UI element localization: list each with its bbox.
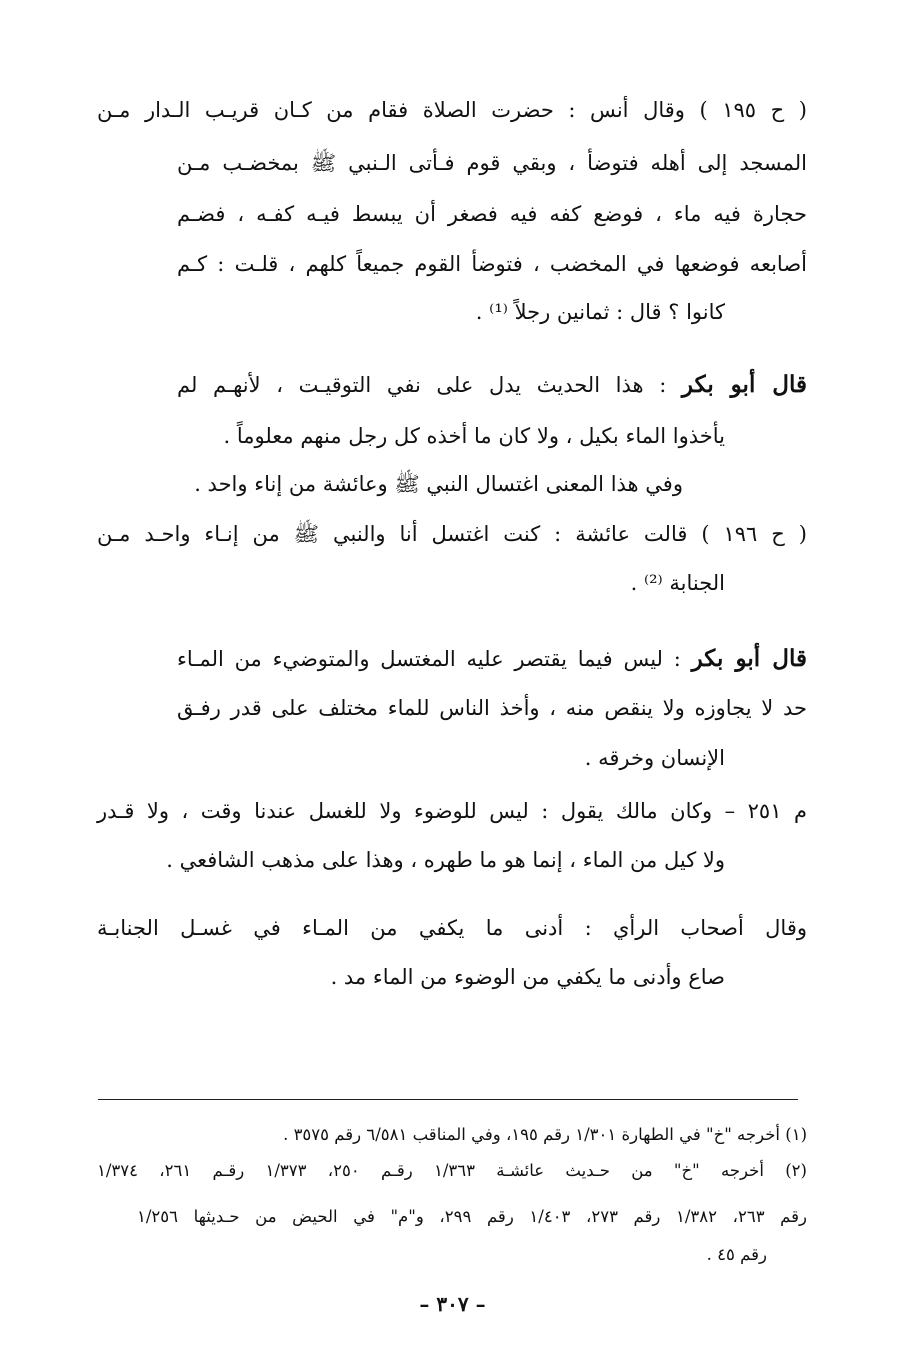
abubakr-2-line-3: الإنسان وخرقه .	[584, 746, 725, 770]
footnote-separator	[98, 1099, 798, 1100]
abubakr-1-line-2: يأخذوا الماء بكيل ، ولا كان ما أخذه كل رجل منهم معلوماً .	[223, 424, 725, 448]
footnote-1: (١) أخرجه "خ" في الطهارة ١/٣٠١ رقم ١٩٥، وفي المناقب ٦/٥٨١ رقم ٣٥٧٥ .	[283, 1125, 807, 1144]
hadith-196-line-2: الجنابة ⁽²⁾ .	[630, 571, 725, 595]
hadith-195-line-3: حجارة فيه ماء ، فوضع كفه فيه فصغر أن يبسط فيـه كفـه ، فضـم	[177, 202, 807, 226]
m251-line-2: ولا كيل من الماء ، إنما هو ما طهره ، وهذا على مذهب الشافعي .	[166, 848, 725, 872]
abubakr-1-line-1-text: : هذا الحديث يدل على نفي التوقيـت ، لأنهـم لم	[177, 373, 682, 397]
footnote-2-line-3: رقم ٤٥ .	[706, 1245, 767, 1264]
ashab-line-1: وقال أصحاب الرأي : أدنى ما يكفي من المـاء في غسـل الجنابـة	[97, 916, 807, 940]
hadith-195-line-2: المسجد إلى أهله فتوضأ ، وبقي قوم فـأتى الـنبي ﷺ بمخضـب مـن	[177, 151, 807, 175]
abubakr-2-lead: قال أبو بكر	[691, 645, 807, 672]
m251-line-1: م ٢٥١ – وكان مالك يقول : ليس للوضوء ولا للغسل عندنا وقت ، ولا قـدر	[97, 799, 807, 823]
footnote-2-line-2: رقم ٢٦٣، ١/٣٨٢ رقم ٢٧٣، ١/٤٠٣ رقم ٢٩٩، و"م" في الحيض من حـديثها ١/٢٥٦	[137, 1207, 808, 1226]
abubakr-1-line-1	[177, 369, 807, 401]
hadith-195-line-4: أصابعه فوضعها في المخضب ، فتوضأ القوم جميعاً كلهم ، قلـت : كـم	[177, 252, 807, 276]
footnote-2-line-1: (٢) أخرجه "خ" من حـديث عائشـة ١/٣٦٣ رقـم ٢٥٠، ١/٣٧٣ رقـم ٢٦١، ١/٣٧٤	[97, 1161, 807, 1180]
page-number: – ٣٠٧ –	[419, 1292, 486, 1316]
abubakr-1-lead: قال أبو بكر	[681, 371, 808, 398]
abubakr-2-line-2: حد لا يجاوزه ولا ينقص منه ، وأخذ الناس للماء مختلف على قدر رفـق	[177, 696, 807, 720]
hadith-196-line-1: ( ح ١٩٦ ) قالت عائشة : كنت اغتسل أنا والنبي ﷺ من إنـاء واحـد مـن	[97, 522, 807, 546]
abubakr-2-line-1-text: : ليس فيما يقتصر عليه المغتسل والمتوضيء من المـاء	[177, 647, 692, 671]
hadith-195-line-1: ( ح ١٩٥ ) وقال أنس : حضرت الصلاة فقام من كـان قريـب الـدار مـن	[97, 98, 807, 122]
abubakr-2-line-1	[177, 643, 807, 675]
ashab-line-2: صاع وأدنى ما يكفي من الوضوء من الماء مد .	[330, 965, 725, 989]
hadith-195-line-5: كانوا ؟ قال : ثمانين رجلاً ⁽¹⁾ .	[475, 300, 725, 324]
abubakr-1-line-3: وفي هذا المعنى اغتسال النبي ﷺ وعائشة من إناء واحد .	[194, 472, 683, 496]
